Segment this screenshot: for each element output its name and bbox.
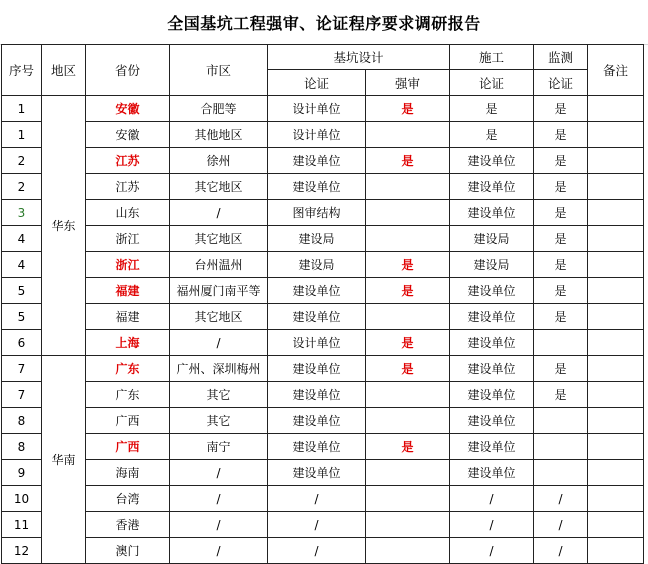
cell-province: 安徽 (86, 122, 170, 148)
cell-design-strong: 是 (366, 252, 450, 278)
cell-province: 江苏 (86, 148, 170, 174)
cell-monitoring: / (534, 486, 588, 512)
cell-construction: 建设单位 (450, 174, 534, 200)
table-row (2, 512, 644, 538)
cell-province: 福建 (86, 304, 170, 330)
cell-seq: 1 (2, 122, 42, 148)
cell-design-review: / (268, 538, 366, 564)
header-remark: 备注 (588, 45, 644, 96)
cell-construction: 建设单位 (450, 148, 534, 174)
table-row (2, 330, 644, 356)
cell-remark (588, 304, 644, 330)
table-row (2, 486, 644, 512)
cell-remark (588, 252, 644, 278)
cell-seq: 2 (2, 174, 42, 200)
cell-city: / (170, 330, 268, 356)
cell-province: 广东 (86, 382, 170, 408)
cell-construction: / (450, 538, 534, 564)
cell-city: 福州厦门南平等 (170, 278, 268, 304)
cell-remark (588, 330, 644, 356)
cell-design-strong (366, 304, 450, 330)
cell-province: 台湾 (86, 486, 170, 512)
cell-monitoring: 是 (534, 200, 588, 226)
cell-construction: 建设局 (450, 252, 534, 278)
table-row (2, 148, 644, 174)
cell-design-review: / (268, 486, 366, 512)
cell-design-strong: 是 (366, 356, 450, 382)
cell-monitoring: 是 (534, 382, 588, 408)
cell-seq: 6 (2, 330, 42, 356)
cell-city: / (170, 486, 268, 512)
header-region: 地区 (42, 45, 86, 96)
table-row (2, 408, 644, 434)
cell-province: 广东 (86, 356, 170, 382)
cell-remark (588, 148, 644, 174)
cell-design-review: 建设单位 (268, 382, 366, 408)
header-monitoring-review: 论证 (534, 70, 588, 96)
cell-city: 广州、深圳梅州 (170, 356, 268, 382)
header-design-strong: 强审 (366, 70, 450, 96)
cell-monitoring: 是 (534, 304, 588, 330)
cell-seq: 10 (2, 486, 42, 512)
cell-remark (588, 434, 644, 460)
cell-seq: 3 (2, 200, 42, 226)
cell-design-review: 设计单位 (268, 122, 366, 148)
cell-design-strong (366, 200, 450, 226)
cell-design-strong (366, 460, 450, 486)
cell-monitoring: 是 (534, 278, 588, 304)
cell-seq: 8 (2, 408, 42, 434)
cell-province: 江苏 (86, 174, 170, 200)
cell-construction: 建设单位 (450, 408, 534, 434)
table-row (2, 96, 644, 122)
cell-design-strong: 是 (366, 278, 450, 304)
header-design-review: 论证 (268, 70, 366, 96)
cell-seq: 4 (2, 226, 42, 252)
cell-design-strong: 是 (366, 96, 450, 122)
cell-province: 福建 (86, 278, 170, 304)
table-row (2, 226, 644, 252)
cell-design-review: 设计单位 (268, 96, 366, 122)
cell-construction: / (450, 512, 534, 538)
cell-province: 香港 (86, 512, 170, 538)
cell-seq: 5 (2, 278, 42, 304)
table-row (2, 278, 644, 304)
cell-city: 徐州 (170, 148, 268, 174)
table-row (2, 460, 644, 486)
cell-monitoring: 是 (534, 174, 588, 200)
cell-design-strong (366, 382, 450, 408)
cell-remark (588, 96, 644, 122)
cell-seq: 9 (2, 460, 42, 486)
cell-design-review: 图审结构 (268, 200, 366, 226)
cell-design-review: 建设局 (268, 252, 366, 278)
cell-design-strong (366, 486, 450, 512)
cell-design-review: 建设单位 (268, 278, 366, 304)
cell-monitoring: / (534, 512, 588, 538)
cell-construction: 建设单位 (450, 330, 534, 356)
header-design: 基坑设计 (268, 45, 450, 70)
cell-monitoring (534, 434, 588, 460)
cell-monitoring (534, 408, 588, 434)
table-row (2, 200, 644, 226)
header-city: 市区 (170, 45, 268, 96)
cell-seq: 12 (2, 538, 42, 564)
report-title: 全国基坑工程强审、论证程序要求调研报告 (167, 13, 481, 33)
cell-province: 浙江 (86, 226, 170, 252)
table-row (2, 304, 644, 330)
cell-design-review: 建设单位 (268, 460, 366, 486)
cell-design-strong: 是 (366, 330, 450, 356)
table-body (2, 96, 644, 564)
cell-monitoring: / (534, 538, 588, 564)
cell-city: 其它 (170, 408, 268, 434)
cell-city: 其它地区 (170, 226, 268, 252)
cell-design-review: 建设单位 (268, 356, 366, 382)
cell-seq: 2 (2, 148, 42, 174)
cell-seq: 8 (2, 434, 42, 460)
table-row (2, 174, 644, 200)
cell-city: 其它 (170, 382, 268, 408)
cell-city: / (170, 200, 268, 226)
cell-remark (588, 226, 644, 252)
cell-monitoring: 是 (534, 252, 588, 278)
cell-construction: 建设单位 (450, 434, 534, 460)
cell-monitoring: 是 (534, 356, 588, 382)
header-construction-review: 论证 (450, 70, 534, 96)
cell-seq: 5 (2, 304, 42, 330)
table-row (2, 434, 644, 460)
cell-design-review: 建设单位 (268, 148, 366, 174)
header-province: 省份 (86, 45, 170, 96)
cell-monitoring: 是 (534, 148, 588, 174)
cell-province: 广西 (86, 434, 170, 460)
cell-city: / (170, 538, 268, 564)
cell-monitoring: 是 (534, 226, 588, 252)
cell-design-strong (366, 226, 450, 252)
cell-construction: 建设单位 (450, 460, 534, 486)
cell-design-review: 建设局 (268, 226, 366, 252)
cell-region: 华东 (42, 96, 86, 356)
cell-monitoring: 是 (534, 122, 588, 148)
cell-province: 浙江 (86, 252, 170, 278)
table-row (2, 122, 644, 148)
header-construction: 施工 (450, 45, 534, 70)
cell-province: 上海 (86, 330, 170, 356)
cell-construction: 建设单位 (450, 356, 534, 382)
cell-monitoring: 是 (534, 96, 588, 122)
cell-design-review: 建设单位 (268, 408, 366, 434)
cell-construction: 是 (450, 96, 534, 122)
table-header (2, 45, 644, 96)
cell-remark (588, 512, 644, 538)
cell-design-review: 设计单位 (268, 330, 366, 356)
cell-remark (588, 486, 644, 512)
cell-seq: 4 (2, 252, 42, 278)
table-row (2, 356, 644, 382)
header-seq: 序号 (2, 45, 42, 96)
cell-remark (588, 538, 644, 564)
table-row (2, 538, 644, 564)
cell-remark (588, 382, 644, 408)
cell-design-strong (366, 174, 450, 200)
cell-seq: 7 (2, 382, 42, 408)
cell-city: 其他地区 (170, 122, 268, 148)
cell-design-strong: 是 (366, 434, 450, 460)
cell-design-strong (366, 122, 450, 148)
cell-city: 其它地区 (170, 304, 268, 330)
cell-province: 海南 (86, 460, 170, 486)
cell-city: 其它地区 (170, 174, 268, 200)
cell-remark (588, 122, 644, 148)
cell-remark (588, 200, 644, 226)
table-row (2, 382, 644, 408)
cell-design-review: 建设单位 (268, 174, 366, 200)
cell-design-review: 建设单位 (268, 434, 366, 460)
cell-province: 广西 (86, 408, 170, 434)
cell-city: / (170, 512, 268, 538)
cell-construction: / (450, 486, 534, 512)
table-row (2, 252, 644, 278)
cell-province: 山东 (86, 200, 170, 226)
cell-construction: 建设单位 (450, 200, 534, 226)
cell-design-strong (366, 408, 450, 434)
cell-city: / (170, 460, 268, 486)
cell-remark (588, 174, 644, 200)
cell-construction: 是 (450, 122, 534, 148)
cell-monitoring (534, 460, 588, 486)
cell-city: 合肥等 (170, 96, 268, 122)
survey-table (1, 44, 644, 564)
cell-province: 澳门 (86, 538, 170, 564)
cell-city: 台州温州 (170, 252, 268, 278)
cell-construction: 建设单位 (450, 382, 534, 408)
cell-construction: 建设单位 (450, 304, 534, 330)
cell-design-review: / (268, 512, 366, 538)
cell-region: 华南 (42, 356, 86, 564)
cell-design-strong (366, 512, 450, 538)
cell-remark (588, 278, 644, 304)
cell-remark (588, 356, 644, 382)
cell-remark (588, 460, 644, 486)
header-monitoring: 监测 (534, 45, 588, 70)
cell-design-review: 建设单位 (268, 304, 366, 330)
cell-remark (588, 408, 644, 434)
cell-seq: 11 (2, 512, 42, 538)
cell-city: 南宁 (170, 434, 268, 460)
cell-design-strong: 是 (366, 148, 450, 174)
cell-seq: 7 (2, 356, 42, 382)
cell-monitoring (534, 330, 588, 356)
cell-design-strong (366, 538, 450, 564)
cell-seq: 1 (2, 96, 42, 122)
cell-construction: 建设局 (450, 226, 534, 252)
cell-construction: 建设单位 (450, 278, 534, 304)
cell-province: 安徽 (86, 96, 170, 122)
